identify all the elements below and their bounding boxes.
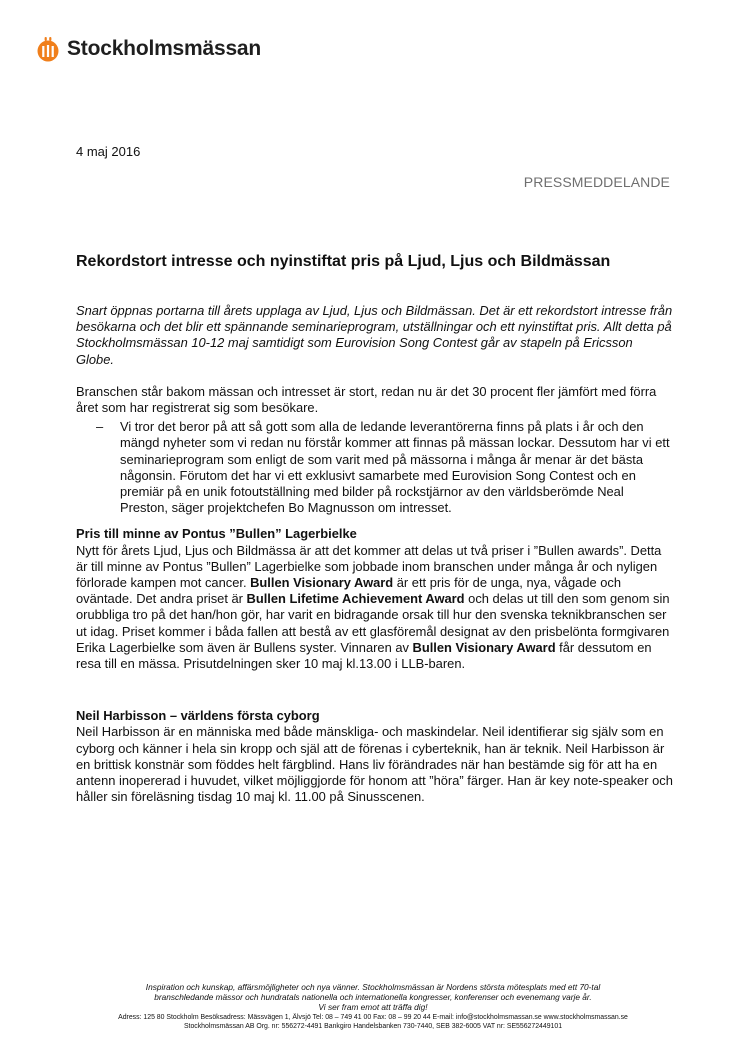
section-heading-bullen: Pris till minne av Pontus ”Bullen” Lagerbielke — [76, 526, 357, 542]
quote-bullet — [76, 419, 674, 516]
bullet-dash: – — [96, 419, 104, 435]
intro-paragraph: Snart öppnas portarna till årets upplaga av Ljud, Ljus och Bildmässan. Det är ett rekordstort intresse från besökarna och det blir ett spännande seminarieprogram, utställningar och ett nyinstiftat pris. Allt detta på Stockholmsmässan 10-12 maj samtidigt som Eurovision Song Contest går av stapeln på Ericsson Globe. — [76, 303, 673, 367]
footer-company-line: Stockholmsmässan AB Org. nr: 556272-4491 Bankgiro Handelsbanken 730-7440, SEB 382-6005 VAT nr: SE556272449101 — [183, 1022, 563, 1030]
bullen-text-4: får dessutom en resa till en mässa. Prisutdelningen sker 10 maj kl.13.00 i LLB-baren. — [76, 639, 652, 672]
stockholmsmassan-logo-icon — [37, 36, 59, 62]
press-date: 4 maj 2016 — [76, 144, 141, 159]
section-heading-cyborg: Neil Harbisson – världens första cyborg — [76, 708, 320, 724]
bullen-text-3: och delas ut till den som genom sin orubbliga tro på det han/hon gör, har varit en bidragande orsak till hur den svenska teknikbranschen ser ut idag. Priset kommer i båda fallen att bestå av ett glasföremål designat av den prisbelönta formgivaren Erika Lagerbielke som även är Bullens syster. Vinnaren av — [76, 591, 670, 655]
document-type-label: PRESSMEDDELANDE — [523, 174, 670, 190]
logo-text: Stockholmsmässan — [67, 37, 262, 60]
bullen-text-1: Nytt för årets Ljud, Ljus och Bildmässa är att det kommer att delas ut två priser i ”Bullen awards”. Detta är till minne av Pontus ”Bullen” Lagerbielke som jobbade inom branschen under många år och nyligen förlorade kampen mot cancer. — [76, 542, 662, 591]
footer-contact-line: Adress: 125 80 Stockholm Besöksadress: Mässvägen 1, Älvsjö Tel: 08 – 749 41 00 Fax: 08 – 99 20 44 E-mail: info@stockholmsmassan.se www.stockholmsmassan.se — [118, 1013, 628, 1021]
bullen-text-2: är ett pris för de unga, nya, vågade och oväntade. Det andra priset är — [76, 575, 622, 607]
section-body-cyborg: Neil Harbisson är en människa med både mänskliga- och maskindelar. Neil identifierar sig själv som en cyborg och känner i hela sin kropp och själ att de förenas i cyberteknik, han är teknik. Neil Harbisson är en brittisk konstnär som föddes helt färgblind. Hans liv förändrades när han bestämde sig för att ha en antenn inopererad i huvudet, vilket möjliggjorde för honom att ”höra” färger. Han är key note-speaker och håller sin föreläsning tisdag 10 maj kl. 11.00 på Sinusscenen. — [76, 724, 673, 805]
footer-line-2: branschledande mässor och hundratals nationella och internationella kongresser, konferenser och evenemang varje år. — [154, 992, 592, 1003]
section-body-bullen — [76, 543, 674, 673]
bullen-award-name-3: Bullen Visionary Award — [412, 639, 556, 655]
article-body — [76, 303, 674, 805]
quote-text: Vi tror det beror på att så gott som alla de ledande leverantörerna finns på plats i år och den mängd nyheter som vi redan nu förstår kommer att finnas på mässan lockar. Dessutom har vi ett seminarieprogram som enligt de som varit med på mässorna i många år menar är det bästa någonsin. Förutom det har vi ett exklusivt samarbete med Eurovision Song Contest och en premiär på en unik fotoutställning med bilder på rockstjärnor av den världsberömde Neal Preston, säger projektchefen Bo Magnusson om intresset. — [120, 419, 670, 516]
headline: Rekordstort intresse och nyinstiftat pris på Ljud, Ljus och Bildmässan — [76, 253, 611, 270]
footer-line-1: Inspiration och kunskap, affärsmöjligheter och nya vänner. Stockholmsmässan är Nordens största mötesplats med ett 70-tal — [145, 982, 601, 992]
bullen-award-name-2: Bullen Lifetime Achievement Award — [246, 591, 465, 607]
paragraph-1: Branschen står bakom mässan och intresset är stort, redan nu är det 30 procent fler jämfört med förra året som har registrerat sig som besökare. — [76, 383, 657, 416]
logo — [37, 36, 261, 62]
footer-line-3: Vi ser fram emot att träffa dig! — [318, 1002, 428, 1013]
bullen-award-name-1: Bullen Visionary Award — [250, 575, 394, 591]
footer — [70, 982, 676, 1031]
